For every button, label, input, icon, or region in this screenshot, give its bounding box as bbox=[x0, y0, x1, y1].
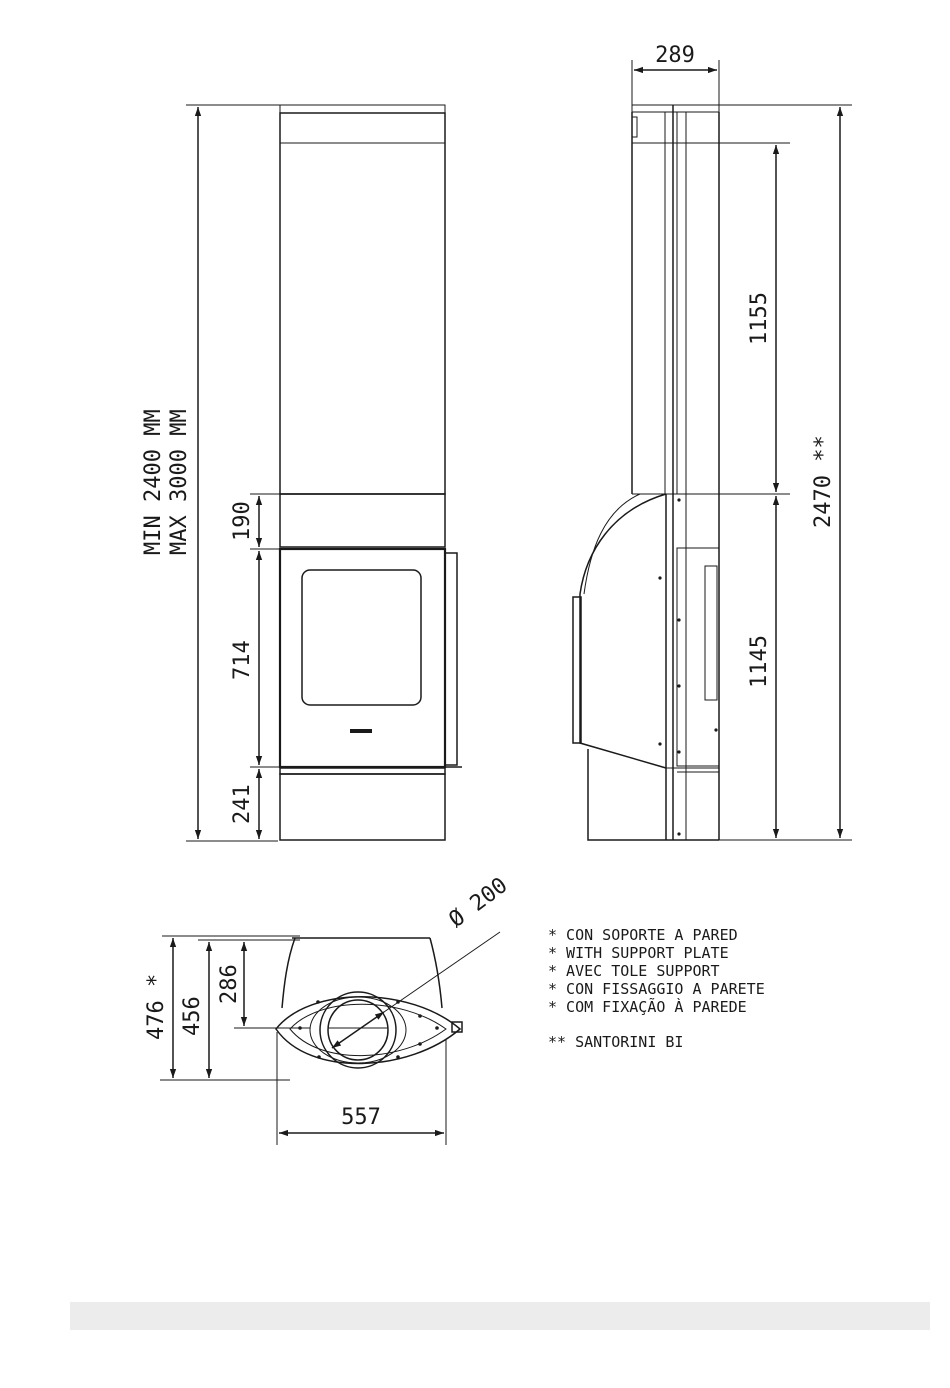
note-line-5: * COM FIXAÇÃO À PAREDE bbox=[548, 998, 747, 1016]
front-door-side-handle bbox=[445, 553, 457, 765]
side-total-dim: 2470 ** bbox=[811, 435, 836, 528]
plan-width-dim: 557 bbox=[341, 1105, 381, 1130]
front-chimney bbox=[280, 113, 445, 494]
front-logo bbox=[350, 729, 372, 733]
front-total-height-min-label: MIN 2400 MM bbox=[141, 409, 166, 555]
front-chimney-cap bbox=[280, 105, 445, 113]
front-view bbox=[141, 105, 462, 841]
side-front-curve bbox=[580, 494, 666, 768]
front-base-dim: 241 bbox=[230, 784, 255, 824]
side-view bbox=[573, 43, 852, 840]
front-glass bbox=[302, 570, 421, 705]
plan-depth-dim: 456 bbox=[180, 996, 205, 1036]
notes bbox=[548, 926, 765, 1051]
front-top-band bbox=[280, 494, 445, 547]
plan-diameter-dim: Ø 200 bbox=[444, 872, 513, 933]
plan-view bbox=[144, 873, 513, 1145]
note-line-1: * CON SOPORTE A PARED bbox=[548, 926, 738, 944]
front-base-strip bbox=[280, 768, 445, 774]
side-width-dim: 289 bbox=[655, 43, 695, 68]
front-top-band-dim: 190 bbox=[230, 501, 255, 541]
side-lower-dim: 1145 bbox=[747, 635, 772, 688]
side-upper-dim: 1155 bbox=[747, 292, 772, 345]
front-total-height-max-label: MAX 3000 MM bbox=[167, 409, 192, 555]
note-line-4: * CON FISSAGGIO A PARETE bbox=[548, 980, 765, 998]
footer-bar bbox=[70, 1302, 930, 1330]
plan-depth-total-dim: 476 * bbox=[144, 973, 169, 1040]
note-line-3: * AVEC TOLE SUPPORT bbox=[548, 962, 720, 980]
note-line-2: * WITH SUPPORT PLATE bbox=[548, 944, 729, 962]
plan-depth-inner-dim: 286 bbox=[217, 964, 242, 1004]
front-door-dim: 714 bbox=[230, 640, 255, 680]
plan-hearth-ellipse bbox=[276, 997, 460, 1064]
front-base bbox=[280, 774, 445, 840]
note-model: ** SANTORINI BI bbox=[548, 1033, 684, 1051]
